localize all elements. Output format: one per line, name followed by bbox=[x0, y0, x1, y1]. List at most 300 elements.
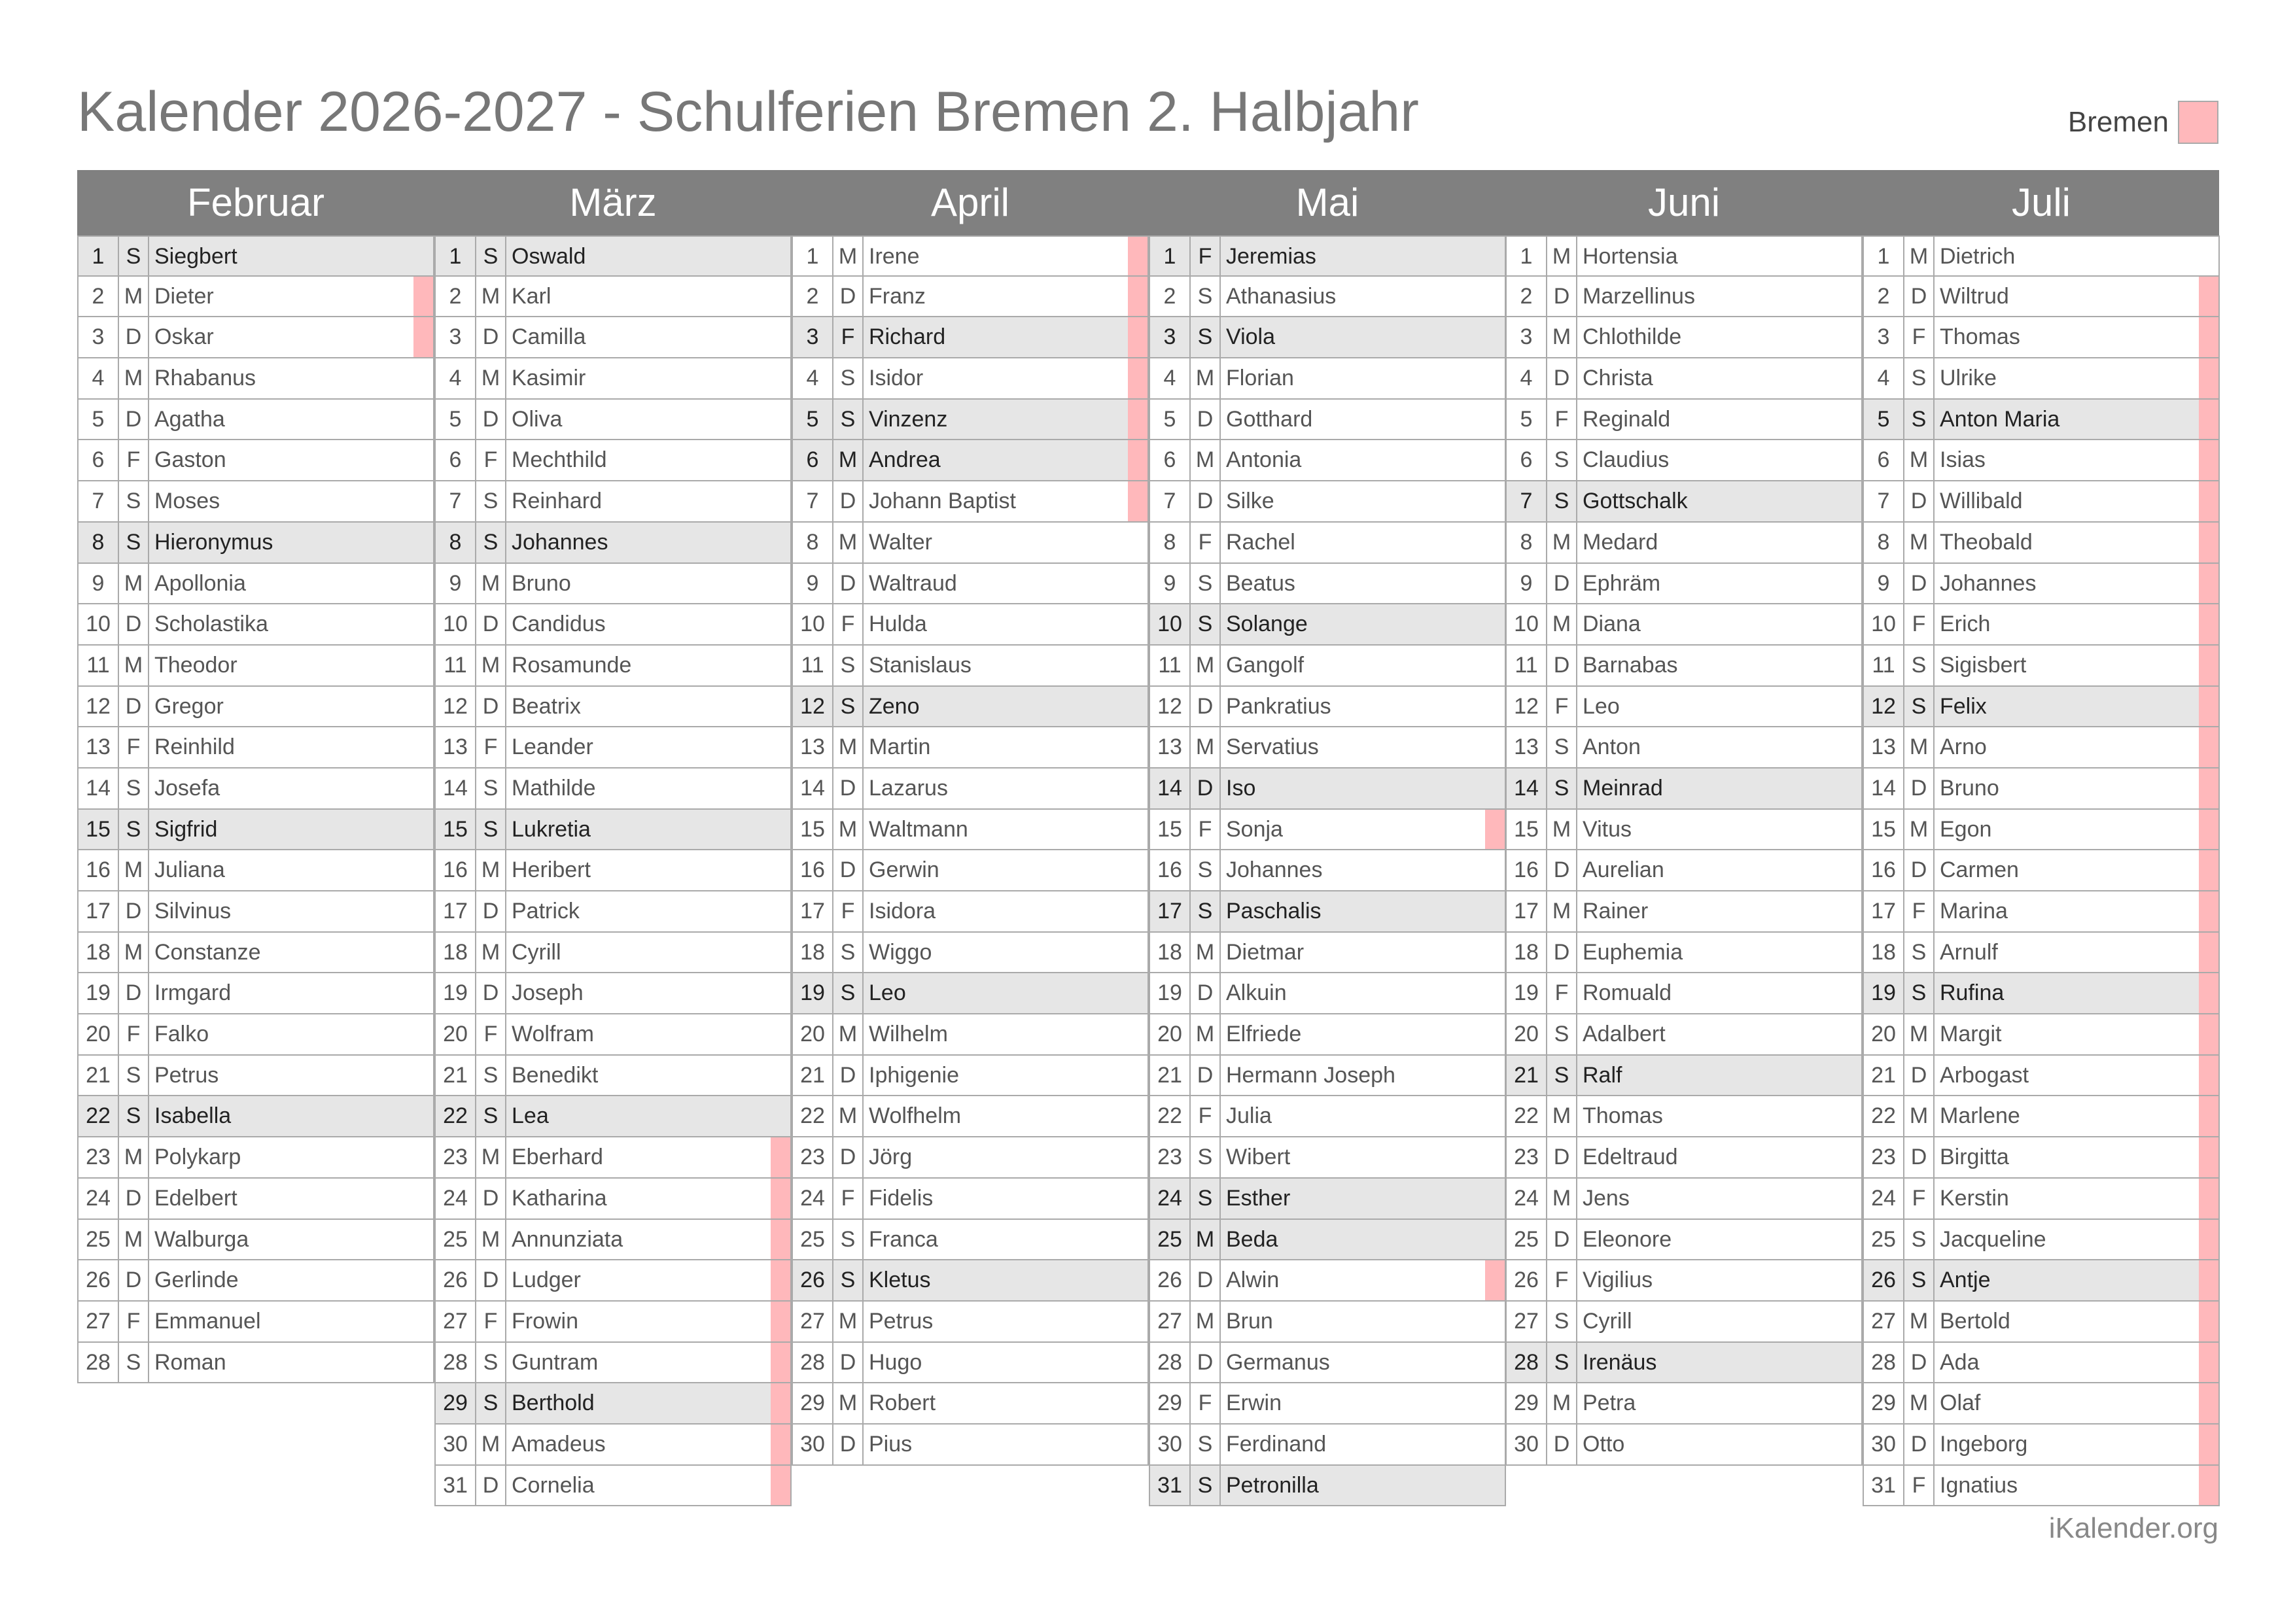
day-number: 25 bbox=[79, 1220, 119, 1260]
day-number: 22 bbox=[793, 1096, 833, 1136]
name-day: Dietrich bbox=[1940, 244, 2016, 269]
day-number: 14 bbox=[793, 769, 833, 808]
day-number: 22 bbox=[436, 1096, 476, 1136]
name-day: Wilhelm bbox=[869, 1022, 948, 1047]
name-day: Roman bbox=[154, 1349, 226, 1375]
holiday-marker bbox=[771, 769, 790, 808]
holiday-marker bbox=[1485, 1014, 1505, 1054]
day-row bbox=[792, 358, 1149, 400]
weekday-letter: S bbox=[119, 1343, 149, 1383]
weekday-letter: D bbox=[119, 1179, 149, 1218]
day-number: 17 bbox=[79, 891, 119, 931]
name-day: Pius bbox=[869, 1431, 913, 1457]
day-number: 20 bbox=[436, 1014, 476, 1054]
day-number: 12 bbox=[1507, 687, 1547, 727]
month-title: Juli bbox=[2011, 181, 2071, 224]
weekday-letter: S bbox=[833, 1220, 864, 1260]
name-day: Jacqueline bbox=[1940, 1226, 2046, 1252]
holiday-marker bbox=[771, 1260, 790, 1300]
holiday-marker bbox=[771, 604, 790, 644]
holiday-marker bbox=[1128, 523, 1148, 562]
holiday-marker bbox=[1842, 1260, 1861, 1300]
name-day: Candidus bbox=[512, 612, 606, 637]
day-row bbox=[792, 1343, 1149, 1384]
day-row bbox=[77, 810, 434, 851]
day-number: 11 bbox=[79, 646, 119, 685]
day-row bbox=[1863, 440, 2220, 481]
holiday-marker bbox=[1842, 769, 1861, 808]
holiday-marker bbox=[1485, 850, 1505, 890]
name-day: Petrus bbox=[154, 1062, 219, 1088]
month-title: Mai bbox=[1295, 181, 1359, 224]
name-day: Ingeborg bbox=[1940, 1431, 2028, 1457]
holiday-marker bbox=[413, 933, 433, 973]
weekday-letter: S bbox=[476, 1383, 506, 1423]
day-number: 30 bbox=[1507, 1425, 1547, 1464]
name-day: Beatrix bbox=[512, 693, 581, 719]
day-number: 22 bbox=[1507, 1096, 1547, 1136]
month-header-bar bbox=[77, 170, 2219, 235]
name-day: Hugo bbox=[869, 1349, 922, 1375]
day-row bbox=[792, 1260, 1149, 1302]
day-number: 6 bbox=[436, 440, 476, 480]
holiday-marker bbox=[413, 358, 433, 398]
weekday-letter: S bbox=[1547, 769, 1577, 808]
holiday-marker bbox=[1485, 564, 1505, 604]
weekday-letter: S bbox=[1904, 358, 1935, 398]
holiday-marker bbox=[771, 564, 790, 604]
weekday-letter: D bbox=[833, 1343, 864, 1383]
day-number: 1 bbox=[1507, 237, 1547, 275]
day-row bbox=[77, 1220, 434, 1261]
day-number: 7 bbox=[1507, 481, 1547, 521]
weekday-letter: D bbox=[833, 769, 864, 808]
name-day: Jörg bbox=[869, 1145, 913, 1170]
name-day: Heribert bbox=[512, 857, 591, 883]
name-day: Sigfrid bbox=[154, 816, 218, 842]
weekday-letter: M bbox=[1904, 440, 1935, 480]
weekday-letter: D bbox=[119, 317, 149, 357]
day-row bbox=[1863, 810, 2220, 851]
holiday-marker bbox=[2199, 604, 2218, 644]
name-day: Constanze bbox=[154, 939, 261, 965]
name-day: Ignatius bbox=[1940, 1472, 2018, 1498]
weekday-letter: D bbox=[833, 564, 864, 604]
name-day: Lazarus bbox=[869, 775, 948, 801]
weekday-letter: F bbox=[1191, 523, 1221, 562]
holiday-marker bbox=[771, 440, 790, 480]
day-number: 13 bbox=[436, 727, 476, 767]
holiday-marker bbox=[1485, 400, 1505, 440]
day-number: 21 bbox=[1150, 1056, 1191, 1096]
day-row bbox=[792, 317, 1149, 358]
day-row bbox=[1149, 933, 1506, 974]
day-number: 10 bbox=[1150, 604, 1191, 644]
day-row bbox=[1149, 1302, 1506, 1343]
day-number: 4 bbox=[1864, 358, 1904, 398]
weekday-letter: S bbox=[833, 358, 864, 398]
day-row bbox=[1149, 727, 1506, 769]
weekday-letter: D bbox=[119, 891, 149, 931]
weekday-letter: D bbox=[1191, 1260, 1221, 1300]
weekday-letter: S bbox=[1191, 1179, 1221, 1218]
day-row bbox=[77, 523, 434, 564]
day-row bbox=[1149, 1096, 1506, 1137]
day-row bbox=[792, 1220, 1149, 1261]
weekday-letter: S bbox=[1547, 1343, 1577, 1383]
day-row bbox=[1505, 481, 1863, 523]
weekday-letter: M bbox=[476, 277, 506, 317]
weekday-letter: M bbox=[476, 358, 506, 398]
weekday-letter: D bbox=[119, 400, 149, 440]
weekday-letter: D bbox=[833, 1137, 864, 1177]
name-day: Leo bbox=[869, 980, 906, 1006]
day-row bbox=[77, 481, 434, 523]
day-number: 11 bbox=[1864, 646, 1904, 685]
day-row bbox=[792, 523, 1149, 564]
day-number: 25 bbox=[436, 1220, 476, 1260]
weekday-letter: F bbox=[119, 1014, 149, 1054]
holiday-marker bbox=[1842, 358, 1861, 398]
name-day: Rosamunde bbox=[512, 652, 632, 678]
holiday-marker bbox=[1485, 1096, 1505, 1136]
weekday-letter: D bbox=[1191, 687, 1221, 727]
name-day: Margit bbox=[1940, 1022, 2002, 1047]
day-row bbox=[1863, 277, 2220, 318]
weekday-letter: S bbox=[833, 1260, 864, 1300]
weekday-letter: M bbox=[833, 237, 864, 275]
day-number: 11 bbox=[793, 646, 833, 685]
weekday-letter: S bbox=[119, 769, 149, 808]
name-day: Isidora bbox=[869, 899, 936, 924]
name-day: Bruno bbox=[512, 570, 571, 596]
day-row bbox=[1505, 1220, 1863, 1261]
day-row bbox=[434, 973, 792, 1014]
day-row bbox=[1505, 604, 1863, 646]
day-number: 22 bbox=[1150, 1096, 1191, 1136]
day-row bbox=[77, 769, 434, 810]
holiday-marker bbox=[1128, 481, 1148, 521]
holiday-marker bbox=[771, 1343, 790, 1383]
day-number: 5 bbox=[1507, 400, 1547, 440]
holiday-marker bbox=[1128, 687, 1148, 727]
name-day: Petra bbox=[1583, 1391, 1636, 1416]
name-day: Alkuin bbox=[1226, 980, 1287, 1006]
month-title: März bbox=[569, 181, 657, 224]
name-day: Katharina bbox=[512, 1185, 607, 1211]
name-day: Annunziata bbox=[512, 1226, 623, 1252]
weekday-letter: M bbox=[1191, 358, 1221, 398]
name-day: Esther bbox=[1226, 1185, 1291, 1211]
holiday-marker bbox=[2199, 687, 2218, 727]
day-row bbox=[1505, 317, 1863, 358]
name-day: Antje bbox=[1940, 1268, 1991, 1293]
name-day: Gaston bbox=[154, 447, 226, 473]
holiday-marker bbox=[1128, 1014, 1148, 1054]
name-day: Wolfhelm bbox=[869, 1103, 962, 1129]
weekday-letter: S bbox=[833, 973, 864, 1013]
weekday-letter: M bbox=[119, 850, 149, 890]
day-row bbox=[77, 850, 434, 891]
day-row bbox=[434, 523, 792, 564]
day-number: 27 bbox=[1150, 1302, 1191, 1341]
name-day: Ludger bbox=[512, 1268, 581, 1293]
day-row bbox=[77, 1179, 434, 1220]
day-row bbox=[434, 400, 792, 441]
day-row bbox=[1505, 646, 1863, 687]
weekday-letter: M bbox=[833, 1302, 864, 1341]
name-day: Ada bbox=[1940, 1349, 1980, 1375]
holiday-marker bbox=[2199, 1014, 2218, 1054]
name-day: Andrea bbox=[869, 447, 941, 473]
holiday-marker bbox=[771, 358, 790, 398]
day-number: 23 bbox=[1150, 1137, 1191, 1177]
weekday-letter: M bbox=[1904, 810, 1935, 850]
weekday-letter: D bbox=[476, 1260, 506, 1300]
name-day: Hulda bbox=[869, 612, 927, 637]
day-row bbox=[77, 727, 434, 769]
day-number: 14 bbox=[1507, 769, 1547, 808]
holiday-marker bbox=[2199, 1383, 2218, 1423]
day-row bbox=[77, 1302, 434, 1343]
weekday-letter: S bbox=[1547, 1302, 1577, 1341]
name-day: Agatha bbox=[154, 406, 225, 432]
name-day: Germanus bbox=[1226, 1349, 1330, 1375]
day-row bbox=[1149, 523, 1506, 564]
name-day: Patrick bbox=[512, 899, 580, 924]
day-number: 3 bbox=[793, 317, 833, 357]
month-column bbox=[1505, 235, 1863, 1466]
day-number: 16 bbox=[436, 850, 476, 890]
day-row bbox=[434, 277, 792, 318]
name-day: Rhabanus bbox=[154, 366, 256, 391]
holiday-marker bbox=[1485, 973, 1505, 1013]
day-number: 17 bbox=[1150, 891, 1191, 931]
day-number: 9 bbox=[793, 564, 833, 604]
holiday-marker bbox=[2199, 1425, 2218, 1464]
weekday-letter: D bbox=[1547, 1425, 1577, 1464]
day-number: 8 bbox=[793, 523, 833, 562]
day-row bbox=[434, 933, 792, 974]
name-day: Walter bbox=[869, 529, 932, 555]
day-row bbox=[1505, 1096, 1863, 1137]
name-day: Apollonia bbox=[154, 570, 246, 596]
day-row bbox=[1863, 850, 2220, 891]
day-row bbox=[1505, 235, 1863, 277]
holiday-marker bbox=[771, 481, 790, 521]
weekday-letter: S bbox=[476, 237, 506, 275]
month-title: Juni bbox=[1647, 181, 1721, 224]
day-row bbox=[77, 1096, 434, 1137]
day-row bbox=[1505, 1260, 1863, 1302]
name-day: Bertold bbox=[1940, 1308, 2010, 1334]
day-number: 26 bbox=[436, 1260, 476, 1300]
holiday-marker bbox=[1842, 481, 1861, 521]
day-number: 30 bbox=[436, 1425, 476, 1464]
name-day: Leo bbox=[1583, 693, 1620, 719]
holiday-marker bbox=[2199, 1137, 2218, 1177]
holiday-marker bbox=[2199, 1466, 2218, 1506]
weekday-letter: M bbox=[119, 933, 149, 973]
name-day: Ephräm bbox=[1583, 570, 1661, 596]
day-number: 14 bbox=[79, 769, 119, 808]
day-number: 21 bbox=[1507, 1056, 1547, 1096]
day-row bbox=[1505, 687, 1863, 728]
name-day: Amadeus bbox=[512, 1431, 606, 1457]
name-day: Josefa bbox=[154, 775, 220, 801]
day-row bbox=[77, 933, 434, 974]
day-row bbox=[1149, 687, 1506, 728]
day-number: 10 bbox=[436, 604, 476, 644]
name-day: Karl bbox=[512, 283, 552, 309]
holiday-marker bbox=[413, 481, 433, 521]
day-number: 14 bbox=[1864, 769, 1904, 808]
holiday-marker bbox=[2199, 1220, 2218, 1260]
month-column bbox=[1863, 235, 2220, 1506]
holiday-marker bbox=[1128, 1179, 1148, 1218]
weekday-letter: M bbox=[1191, 646, 1221, 685]
day-number: 28 bbox=[1150, 1343, 1191, 1383]
day-row bbox=[434, 1425, 792, 1466]
holiday-marker bbox=[2199, 933, 2218, 973]
weekday-letter: M bbox=[1547, 891, 1577, 931]
day-number: 28 bbox=[79, 1343, 119, 1383]
day-row bbox=[1505, 810, 1863, 851]
weekday-letter: M bbox=[1904, 523, 1935, 562]
holiday-marker bbox=[1842, 727, 1861, 767]
weekday-letter: S bbox=[1904, 973, 1935, 1013]
holiday-marker bbox=[413, 727, 433, 767]
day-row bbox=[77, 1014, 434, 1056]
day-number: 8 bbox=[1507, 523, 1547, 562]
weekday-letter: M bbox=[1547, 1383, 1577, 1423]
day-number: 29 bbox=[436, 1383, 476, 1423]
name-day: Thomas bbox=[1583, 1103, 1663, 1129]
name-day: Gerlinde bbox=[154, 1268, 239, 1293]
holiday-marker bbox=[2199, 973, 2218, 1013]
holiday-marker bbox=[1842, 317, 1861, 357]
weekday-letter: S bbox=[1191, 277, 1221, 317]
day-row bbox=[1505, 850, 1863, 891]
holiday-marker bbox=[1485, 769, 1505, 808]
name-day: Leander bbox=[512, 734, 593, 760]
name-day: Joseph bbox=[512, 980, 584, 1006]
day-row bbox=[1149, 646, 1506, 687]
day-number: 6 bbox=[1864, 440, 1904, 480]
holiday-marker bbox=[1128, 358, 1148, 398]
day-number: 4 bbox=[793, 358, 833, 398]
weekday-letter: F bbox=[476, 440, 506, 480]
name-day: Erwin bbox=[1226, 1391, 1282, 1416]
name-day: Richard bbox=[869, 324, 946, 350]
holiday-marker bbox=[1128, 1383, 1148, 1423]
weekday-letter: D bbox=[1191, 1343, 1221, 1383]
name-day: Kasimir bbox=[512, 366, 586, 391]
name-day: Edeltraud bbox=[1583, 1145, 1678, 1170]
day-row bbox=[434, 481, 792, 523]
holiday-marker bbox=[1128, 1425, 1148, 1464]
day-row bbox=[1149, 358, 1506, 400]
weekday-letter: S bbox=[476, 769, 506, 808]
day-row bbox=[1863, 400, 2220, 441]
weekday-letter: M bbox=[119, 1137, 149, 1177]
day-row bbox=[792, 1096, 1149, 1137]
day-row bbox=[1863, 1425, 2220, 1466]
day-number: 5 bbox=[436, 400, 476, 440]
holiday-marker bbox=[1842, 891, 1861, 931]
name-day: Arno bbox=[1940, 734, 1987, 760]
day-row bbox=[1863, 687, 2220, 728]
day-row bbox=[1863, 604, 2220, 646]
day-row bbox=[1863, 933, 2220, 974]
day-number: 10 bbox=[1864, 604, 1904, 644]
name-day: Falko bbox=[154, 1022, 209, 1047]
month-title: Februar bbox=[186, 181, 325, 224]
holiday-marker bbox=[2199, 1260, 2218, 1300]
day-row bbox=[1149, 973, 1506, 1014]
name-day: Juliana bbox=[154, 857, 225, 883]
day-number: 12 bbox=[79, 687, 119, 727]
weekday-letter: M bbox=[833, 523, 864, 562]
holiday-marker bbox=[413, 604, 433, 644]
day-number: 15 bbox=[436, 810, 476, 850]
name-day: Adalbert bbox=[1583, 1022, 1666, 1047]
name-day: Camilla bbox=[512, 324, 586, 350]
day-number: 13 bbox=[1507, 727, 1547, 767]
holiday-marker bbox=[1485, 1220, 1505, 1260]
day-number: 15 bbox=[1150, 810, 1191, 850]
day-row bbox=[77, 235, 434, 277]
weekday-letter: D bbox=[476, 687, 506, 727]
day-row bbox=[434, 317, 792, 358]
day-row bbox=[1505, 891, 1863, 933]
day-number: 15 bbox=[1864, 810, 1904, 850]
day-number: 26 bbox=[793, 1260, 833, 1300]
weekday-letter: M bbox=[833, 727, 864, 767]
day-row bbox=[434, 769, 792, 810]
day-row bbox=[1863, 1179, 2220, 1220]
holiday-marker bbox=[2199, 727, 2218, 767]
weekday-letter: D bbox=[1904, 769, 1935, 808]
name-day: Petrus bbox=[869, 1308, 934, 1334]
name-day: Frowin bbox=[512, 1308, 579, 1334]
day-number: 13 bbox=[1150, 727, 1191, 767]
day-number: 8 bbox=[436, 523, 476, 562]
holiday-marker bbox=[1485, 891, 1505, 931]
name-day: Arnulf bbox=[1940, 939, 1998, 965]
weekday-letter: M bbox=[476, 933, 506, 973]
weekday-letter: M bbox=[1191, 727, 1221, 767]
day-row bbox=[1505, 564, 1863, 605]
day-number: 29 bbox=[1150, 1383, 1191, 1423]
holiday-marker bbox=[1485, 604, 1505, 644]
day-number: 15 bbox=[1507, 810, 1547, 850]
day-number: 3 bbox=[1150, 317, 1191, 357]
day-row bbox=[434, 810, 792, 851]
day-row bbox=[1863, 973, 2220, 1014]
name-day: Scholastika bbox=[154, 612, 268, 637]
day-row bbox=[792, 727, 1149, 769]
weekday-letter: D bbox=[1547, 1220, 1577, 1260]
day-number: 7 bbox=[793, 481, 833, 521]
holiday-marker bbox=[1485, 687, 1505, 727]
day-row bbox=[1863, 1220, 2220, 1261]
weekday-letter: S bbox=[1904, 1220, 1935, 1260]
day-number: 4 bbox=[79, 358, 119, 398]
weekday-letter: F bbox=[1904, 1179, 1935, 1218]
holiday-marker bbox=[1842, 933, 1861, 973]
name-day: Romuald bbox=[1583, 980, 1672, 1006]
